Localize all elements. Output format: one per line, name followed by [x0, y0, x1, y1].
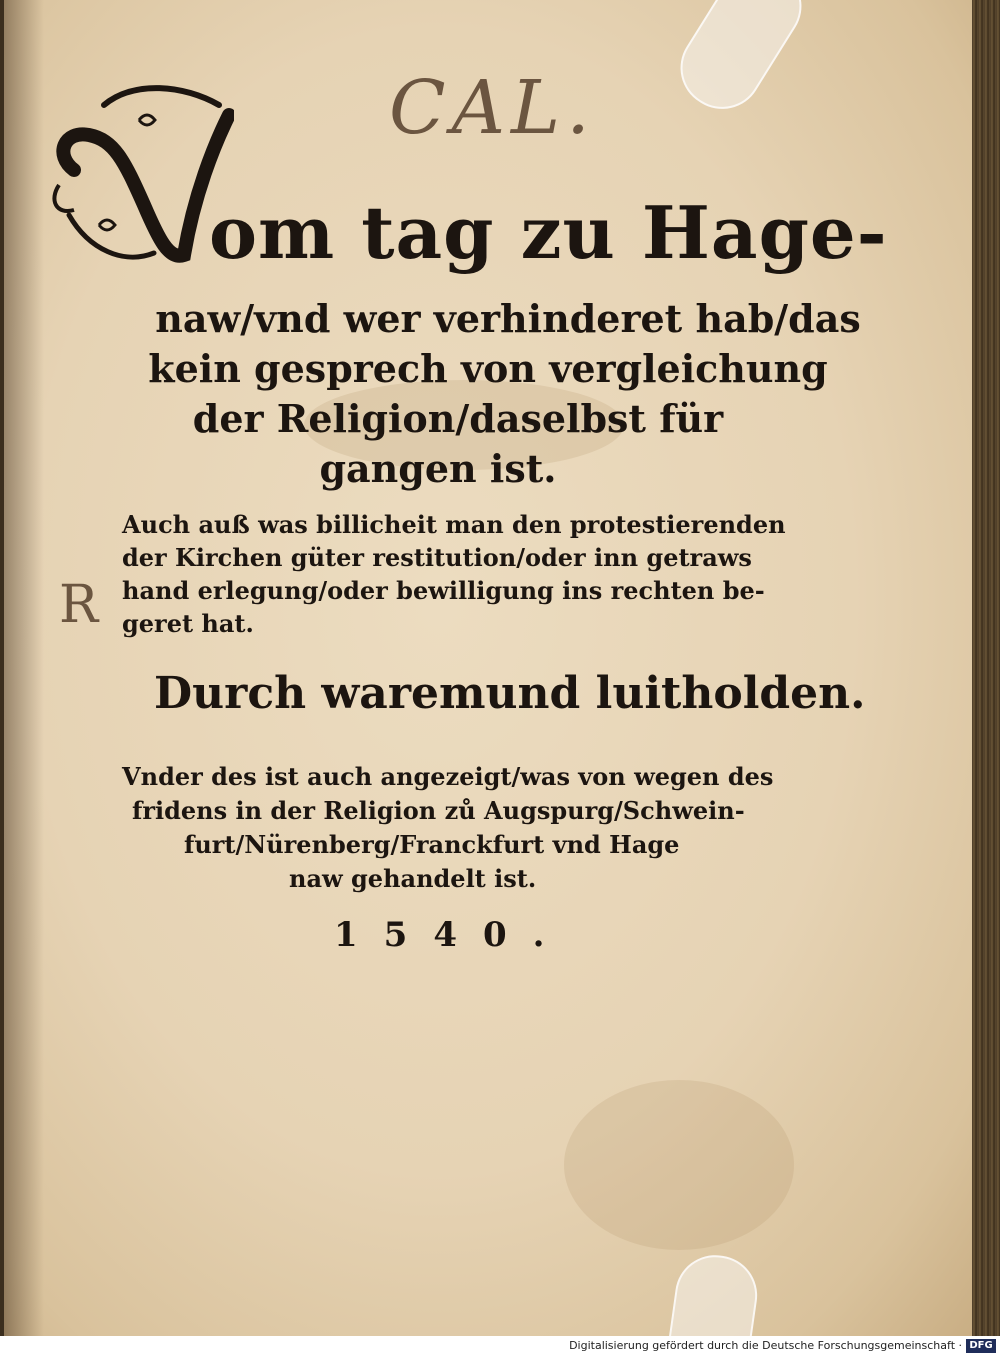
subtitle-line: Auch auß was billicheit man den protestierenden	[122, 510, 786, 539]
title-first-line: om tag zu Hage-	[209, 190, 888, 275]
subtitle-line: hand erlegung/oder bewilligung ins rechten be-	[122, 576, 765, 605]
footer-bar	[0, 1336, 1000, 1356]
note-line: fridens in der Religion zů Augspurg/Schwein-	[132, 796, 745, 825]
glass-clip-top	[665, 0, 816, 124]
title-line: naw/vnd wer verhinderet hab/das	[155, 296, 861, 341]
page-edge	[972, 0, 1000, 1336]
note-line: furt/Nürenberg/Franckfurt vnd Hage	[184, 830, 680, 859]
gutter-shadow	[4, 0, 44, 1336]
title-line: kein gesprech von vergleichung	[148, 346, 828, 391]
title-page	[4, 0, 972, 1336]
dfg-logo: DFG	[966, 1339, 996, 1353]
subtitle-line: der Kirchen güter restitution/oder inn getraws	[122, 543, 752, 572]
subtitle-line: geret hat.	[122, 609, 254, 638]
glass-clip-bottom	[660, 1250, 763, 1336]
initial-letter: V	[44, 75, 45, 76]
shelfmark-annotation: CAL.	[389, 65, 596, 151]
note-line: Vnder des ist auch angezeigt/was von wegen des	[122, 762, 774, 791]
author-line: Durch waremund luitholden.	[154, 668, 866, 719]
title-line: der Religion/daselbst für	[192, 396, 724, 441]
margin-annotation: R	[59, 575, 99, 635]
paper-stain	[564, 1080, 794, 1250]
publication-year: 1540.	[334, 915, 571, 955]
funding-credit: Digitalisierung gefördert durch die Deutsche Forschungsgemeinschaft ·	[569, 1339, 962, 1352]
note-line: naw gehandelt ist.	[289, 864, 537, 893]
decorated-initial	[44, 75, 234, 275]
title-line: gangen ist.	[319, 446, 557, 491]
